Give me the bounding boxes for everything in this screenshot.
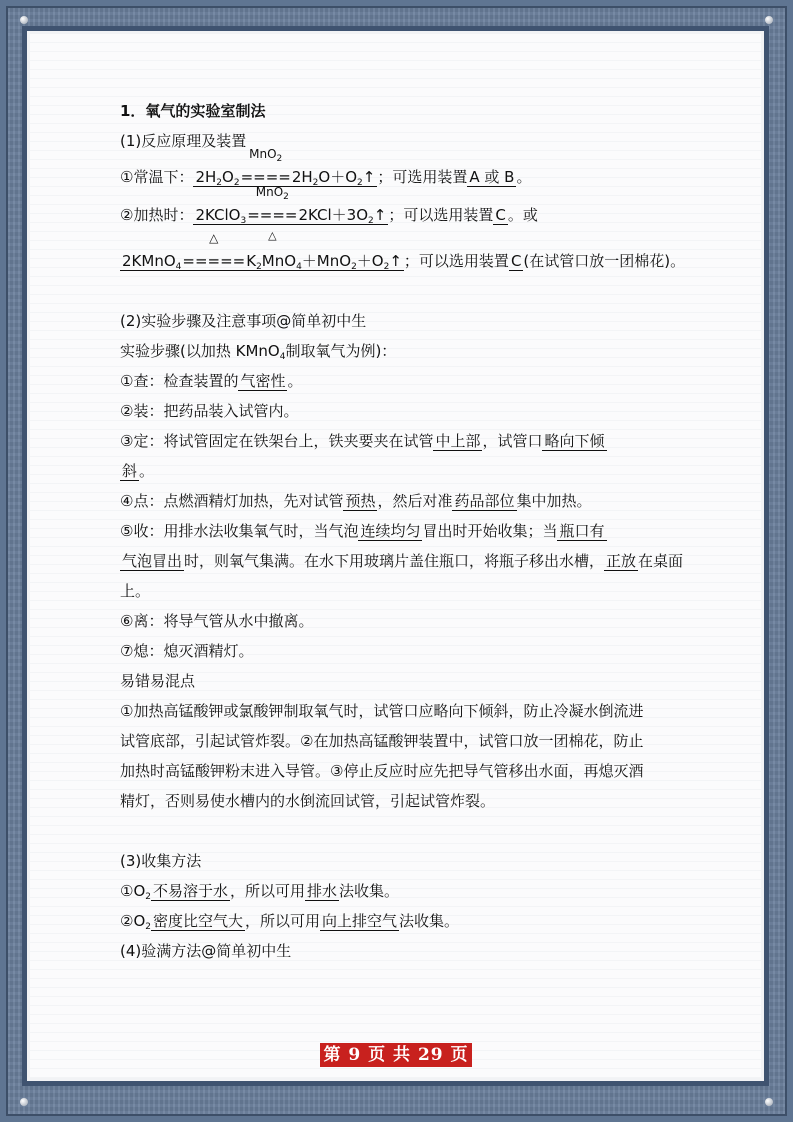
answer-blank: 斜 <box>122 462 138 480</box>
pin-icon <box>765 16 773 24</box>
equation-answer: 2KClO$_3$ MnO$_2$ ==== △ $2KCl+3O_2↑$ <box>195 185 387 242</box>
paragraph-line: ①加热高锰酸钾或氯酸钾制取氧气时，试管口应略向下倾斜，防止冷凝水倒流进 <box>120 702 644 720</box>
equation-kclo3: ②加热时： 2KClO$_3$ MnO$_2$ ==== △ $2KCl+3O_2↑$ ；可以选用装置 C 。或 <box>120 185 538 242</box>
answer-blank: 预热 <box>345 492 376 510</box>
subsection-3: (3)收集方法 <box>120 852 202 870</box>
answer-blank: 气密性 <box>240 372 286 390</box>
paragraph-line: 精灯，否则易使水槽内的水倒流回试管，引起试管炸裂。 <box>120 792 496 810</box>
step-extinguish: ⑦熄：熄灭酒精灯。 <box>120 642 254 660</box>
catalyst-arrow: MnO$_2$ ==== △ <box>247 185 298 242</box>
answer-blank: A 或 B <box>469 168 515 186</box>
answer-blank: C <box>495 206 506 224</box>
answer-blank: 正放 <box>606 552 637 570</box>
answer-blank: C <box>510 252 522 270</box>
collect-water: $①O_2$ 不易溶于水 ，所以可用 排水 法收集。 <box>120 882 400 902</box>
collect-air: $②O_2$ 密度比空气大 ，所以可用 向上排空气 法收集。 <box>120 912 460 932</box>
equation-answer: $2H_2O_2$ MnO$_2$ $====2H_2O+O_2↑$ <box>193 168 377 187</box>
steps-intro: 实验步骤(以加热 KMnO$_4$制取氧气为例)： <box>120 342 397 362</box>
subsection-4: (4)验满方法@简单初中生 <box>120 942 292 960</box>
answer-blank: 密度比空气大 <box>153 912 244 930</box>
mistakes-title: 易错易混点 <box>120 672 196 690</box>
mistakes-paragraph <box>120 696 690 816</box>
answer-blank: 气泡冒出 <box>122 552 183 570</box>
pin-icon <box>20 1098 28 1106</box>
catalyst-arrow: MnO$_2$ ==== <box>240 147 291 186</box>
equation-h2o2: ①常温下： $2H_2O_2$ MnO$_2$ $====2H_2O+O_2↑$ ；可选用装置 A 或 B 。 <box>120 162 690 192</box>
answer-blank: 排水 <box>307 882 338 900</box>
heat-arrow: △ ===== <box>182 231 246 270</box>
answer-blank: 中上部 <box>435 432 481 450</box>
step-light: ④点：点燃酒精灯加热，先对试管 预热 ，然后对准 药品部位 集中加热。 <box>120 492 592 510</box>
pin-icon <box>20 16 28 24</box>
answer-blank: 不易溶于水 <box>153 882 229 900</box>
paragraph-line: 试管底部，引起试管炸裂。②在加热高锰酸钾装置中，试管口放一团棉花，防止 <box>120 732 644 750</box>
step-check: ①查：检查装置的 气密性 。 <box>120 372 303 390</box>
section-title: 1．氧气的实验室制法 <box>120 102 266 120</box>
step-remove: ⑥离：将导气管从水中撤离。 <box>120 612 314 630</box>
heat-icon: △ <box>268 229 277 242</box>
pin-icon <box>765 1098 773 1106</box>
step-collect: ⑤收：用排水法收集氧气时，当气泡 连续均匀 冒出时开始收集；当 瓶口有 <box>120 522 605 540</box>
step-fix: ③定：将试管固定在铁架台上，铁夹要夹在试管 中上部 ，试管口 略向下倾 <box>120 432 605 450</box>
answer-blank: 略向下倾 <box>544 432 605 450</box>
equation-answer: 2KMnO$_4$ △ $=====K_2MnO_4+MnO_2+O_2↑$ <box>120 252 404 271</box>
answer-blank: 连续均匀 <box>360 522 421 540</box>
page-number: 第 9 页 共 29 页 <box>320 1043 472 1067</box>
step-load: ②装：把药品装入试管内。 <box>120 402 299 420</box>
equation-kmno4: 2KMnO$_4$ △ $=====K_2MnO_4+MnO_2+O_2↑$ ；可以选用装置 C (在试管口放一团棉花)。 <box>120 246 690 276</box>
answer-blank: 瓶口有 <box>559 522 605 540</box>
heat-icon: △ <box>209 231 219 245</box>
subsection-1: (1)反应原理及装置 <box>120 132 247 150</box>
subsection-2: (2)实验步骤及注意事项@简单初中生 <box>120 312 367 330</box>
answer-blank: 药品部位 <box>454 492 515 510</box>
paragraph-line: 加热时高锰酸钾粉末进入导管。③停止反应时应先把导气管移出水面，再熄灭酒 <box>120 762 644 780</box>
answer-blank: 向上排空气 <box>322 912 398 930</box>
eq-label: ①常温下： <box>120 168 194 186</box>
document-body: 1．氧气的实验室制法 (1)反应原理及装置 ①常温下： $2H_2O_2$ MnO$_2$ $====2H_2O+O_2↑$ ；可选用装置 A 或 B 。 ②加热时： 2KClO$_3$ MnO$_2$ ==== △ $2KCl+3O_2↑$ ；可以选用装置 C 。或 2KMnO$_4$ △ $=====K_2MnO_4+MnO_2+O_2↑$ ；可以选用装置 C (在试管口放一团棉花)。 (2)实验步骤及注意事项@简单初中生 实验步骤(以加热 KMnO$_4$制取氧气为例)： ①查：检查装置的 气密性 。 ②装：把药品装入试管内。 ③定：将试管固定在铁架台上，铁夹要夹在试管 中上部 ，试管口 略向下倾 斜 。 ④点：点燃酒精灯加热，先对试管 预热 ，然后对准 药品部位 集中加热。 ⑤收：用排水法收集氧气时，当气泡 连续均匀 冒出时开始收集；当 瓶口有 气泡冒出 时，则氧气集满。在水下用玻璃片盖住瓶口，将瓶子移出水槽， 正放 在桌面上。 ⑥离：将导气管从水中撤离。 ⑦熄：熄灭酒精灯。 易错易混点 ①加热高锰酸钾或氯酸钾制取氧气时，试管口应略向下倾斜，防止冷凝水倒流进 试管底部，引起试管炸裂。②在加热高锰酸钾装置中，试管口放一团棉花，防止 加热时高锰酸钾粉末进入导管。③停止反应时应先把导气管移出水面，再熄灭酒 精灯，否则易使水槽内的水倒流回试管，引起试管炸裂。 (3)收集方法 $①O_2$ 不易溶于水 ，所以可用 排水 法收集。 $②O_2$ 密度比空气大 ，所以可用 向上排空气 法收集。 (4)验满方法@简单初中生 <box>120 96 690 966</box>
